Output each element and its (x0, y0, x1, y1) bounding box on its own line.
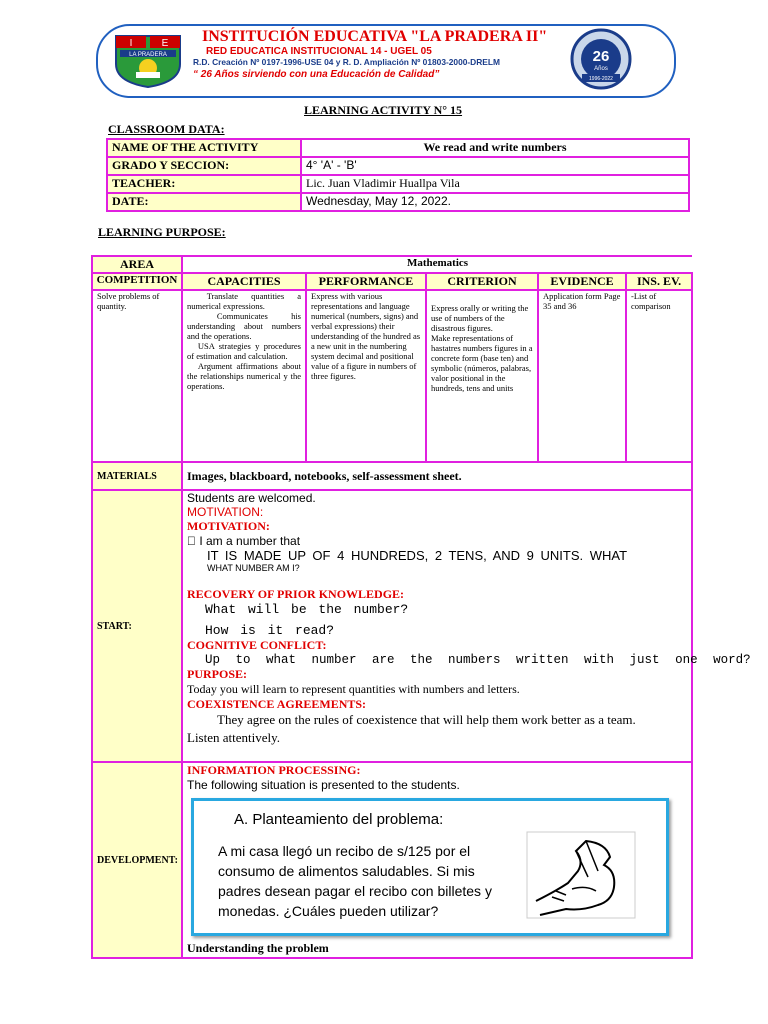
situation-text: The following situation is presented to the students. (187, 778, 460, 792)
understanding-heading: Understanding the problem (187, 941, 329, 955)
hand-holding-money-icon (526, 831, 636, 919)
welcome-text: Students are welcomed. (187, 491, 316, 505)
col-criterion: CRITERION (426, 273, 538, 290)
listen-text: Listen attentively. (187, 730, 281, 745)
riddle-line-2: IT IS MADE UP OF 4 HUNDREDS, 2 TENS, AND 9 UNITS. WHAT (207, 548, 628, 563)
prior-question-2: How is it read? (205, 623, 335, 638)
start-cell (182, 490, 751, 762)
table-row (92, 256, 692, 273)
development-label: DEVELOPMENT: (92, 762, 182, 958)
teacher-value: Lic. Juan Vladimir Huallpa Vila (301, 175, 689, 193)
learning-table (91, 255, 751, 959)
col-evidence: EVIDENCE (538, 273, 626, 290)
problem-line: A mi casa llegó un recibo de s/125 por el (218, 843, 471, 859)
table-row (92, 490, 692, 762)
grade-label: GRADO Y SECCION: (107, 157, 301, 175)
capacity-item: Communicates his understanding about numbers and the operations. (187, 311, 301, 341)
prior-question-1: What will be the number? (205, 602, 409, 617)
date-label: DATE: (107, 193, 301, 211)
page-title: LEARNING ACTIVITY N° 15 (304, 103, 463, 117)
school-resolution: R.D. Creación Nº 0197-1996-USE 04 y R. D. Ampliación Nº 01803-2000-DRELM (193, 57, 500, 67)
capacity-item: Argument affirmations about the relationships numerical y the operations. (187, 361, 301, 391)
cognitive-conflict-question: Up to what number are the numbers written with just one word? (205, 653, 751, 667)
date-value: Wednesday, May 12, 2022. (301, 193, 689, 211)
table-row (107, 139, 689, 157)
purpose-heading: PURPOSE: (187, 667, 247, 681)
col-capacities: CAPACITIES (182, 273, 306, 290)
table-row (92, 462, 692, 490)
motivation-heading-2: MOTIVATION: (187, 519, 270, 533)
grade-value: 4° 'A' - 'B' (301, 157, 689, 175)
area-value: Mathematics (182, 256, 692, 273)
criterion-item: Express orally or writing the use of numbers of the disastrous figures. (431, 303, 529, 333)
school-name: INSTITUCIÓN EDUCATIVA "LA PRADERA II" (202, 28, 548, 45)
school-network: RED EDUCATICA INSTITUCIONAL 14 - UGEL 05 (206, 46, 432, 57)
purpose-text: Today you will learn to represent quantities with numbers and letters. (187, 682, 520, 696)
table-row (92, 762, 692, 958)
table-row (92, 273, 692, 290)
activity-name-value: We read and write numbers (301, 139, 689, 157)
agreements-text: They agree on the rules of coexistence that will help them work better as a team. (217, 712, 636, 727)
table-row (107, 193, 689, 211)
problem-line: monedas. ¿Cuáles pueden utilizar? (218, 903, 439, 919)
activity-name-label: NAME OF THE ACTIVITY (107, 139, 301, 157)
classroom-heading: CLASSROOM DATA: (108, 122, 225, 136)
capacities-cell (182, 290, 306, 462)
table-row (92, 290, 692, 462)
logo-letter-e: E (161, 38, 169, 49)
col-competition: COMPETITION (92, 273, 182, 290)
riddle-line-1: I am a number that (187, 534, 288, 548)
school-logo (110, 30, 186, 88)
competition-cell: Solve problems of quantity. (92, 290, 182, 462)
anniversary-seal (568, 28, 634, 90)
materials-label: MATERIALS (92, 462, 182, 490)
table-row (107, 157, 689, 175)
motivation-heading: MOTIVATION: (187, 505, 264, 519)
area-label: AREA (92, 256, 182, 273)
problem-box (191, 798, 669, 936)
prior-knowledge-heading: RECOVERY OF PRIOR KNOWLEDGE: (187, 587, 405, 601)
col-ins-ev: INS. EV. (626, 273, 692, 290)
cognitive-conflict-heading: COGNITIVE CONFLICT: (187, 638, 327, 652)
capacity-item: Translate quantities a numerical expressions. (187, 291, 301, 311)
criterion-item: Make representations of hastatres numbers figures in a concrete form (base ten) and symbolic (números, palabras, valor positional in the hundreds, tens and units (431, 333, 533, 393)
problem-box-title: A. Planteamiento del problema: (234, 811, 444, 828)
start-label: START: (92, 490, 182, 762)
school-slogan: “ 26 Años sirviendo con una Educación de Calidad” (193, 69, 440, 80)
capacity-item: USA strategies y procedures of estimation and calculation. (187, 341, 301, 361)
learning-purpose-heading: LEARNING PURPOSE: (98, 225, 226, 239)
seal-number: 26 (592, 48, 610, 65)
problem-line: padres desean pagar el recibo con billetes y (218, 883, 492, 899)
logo-band-text: LA PRADERA (129, 52, 167, 58)
evidence-cell: Application form Page 35 and 36 (538, 290, 626, 462)
teacher-label: TEACHER: (107, 175, 301, 193)
seal-text: Años (594, 66, 608, 72)
col-performance: PERFORMANCE (306, 273, 426, 290)
problem-line: consumo de alimentos saludables. Si mis (218, 863, 475, 879)
riddle-line-3: WHAT NUMBER AM I? (207, 563, 300, 573)
classroom-data-table (106, 138, 690, 212)
ins-ev-cell: -List of comparison (626, 290, 692, 462)
development-cell (182, 762, 692, 958)
agreements-heading: COEXISTENCE AGREEMENTS: (187, 697, 367, 711)
criterion-cell (426, 290, 538, 462)
table-row (107, 175, 689, 193)
problem-box-text (218, 841, 492, 921)
info-processing-heading: INFORMATION PROCESSING: (187, 763, 361, 777)
performance-cell: Express with various representations and language numerical (numbers, signs) and verbal expressions) their understanding of the hundred as a new unit in the numbering system decimal and positional value of a figure in numbers of three figures. (306, 290, 426, 462)
seal-years: 1996-2022 (589, 76, 613, 82)
logo-letter-i: I (129, 38, 133, 49)
materials-value: Images, blackboard, notebooks, self-assessment sheet. (182, 462, 692, 490)
